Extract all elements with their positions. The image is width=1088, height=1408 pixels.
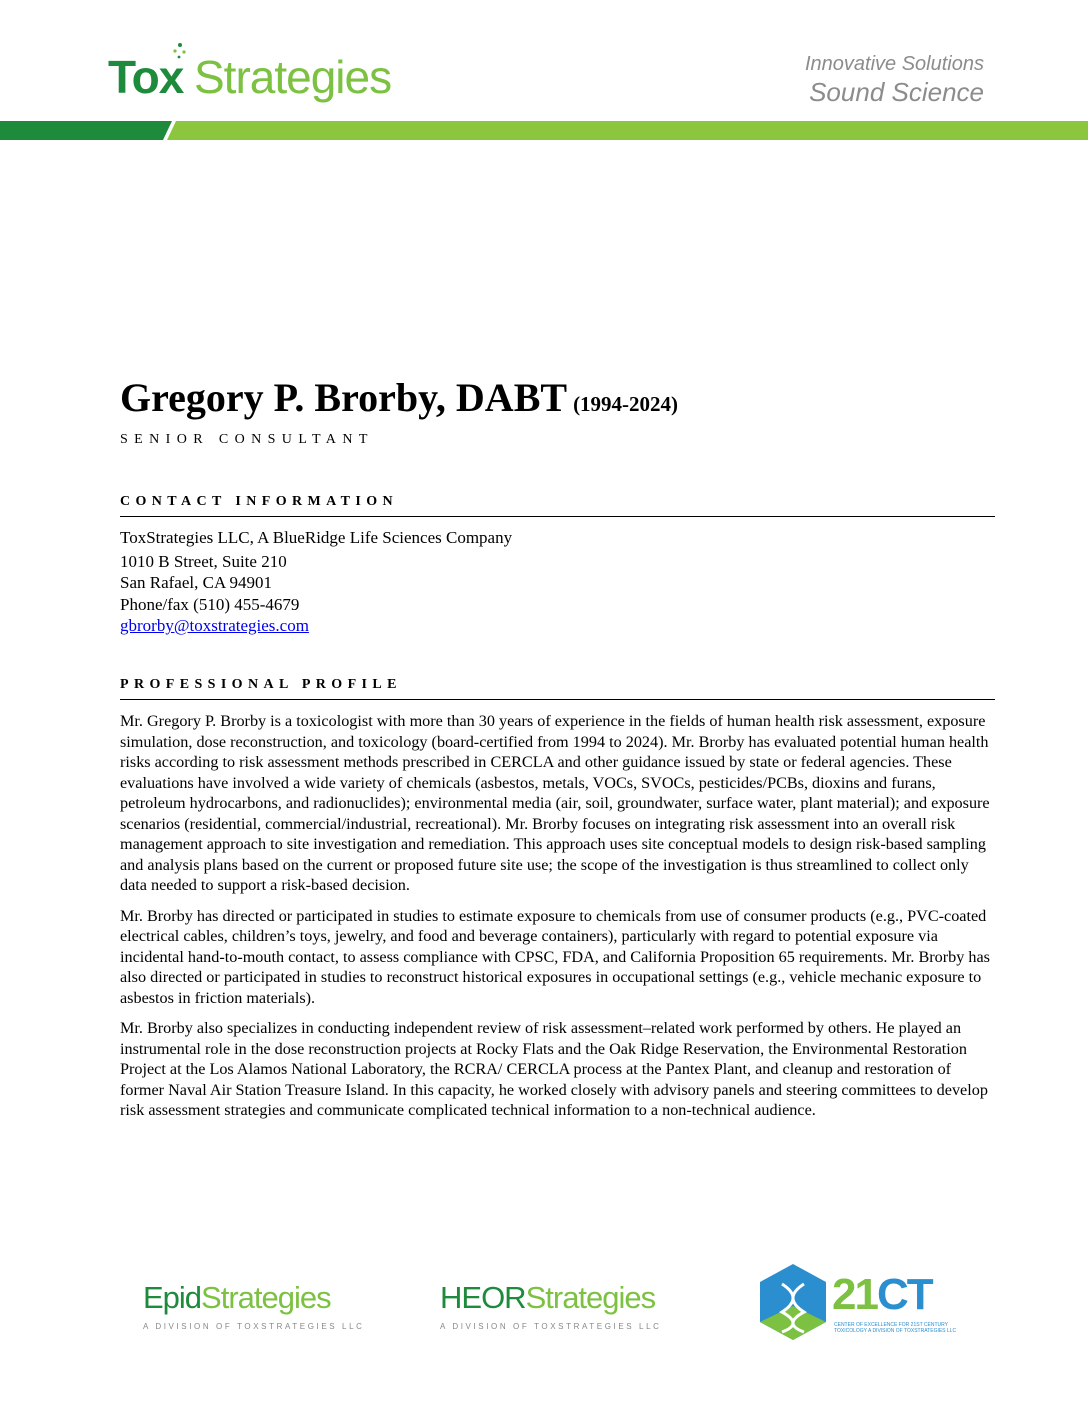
profile-heading: PROFESSIONAL PROFILE (120, 677, 995, 700)
header-banner (0, 121, 1088, 140)
21ct-wordmark (832, 1270, 932, 1320)
contact-email-link[interactable]: gbrorby@toxstrategies.com (120, 616, 309, 635)
contact-company: ToxStrategies LLC, A BlueRidge Life Sciences Company (120, 528, 513, 547)
logo-text-tox: Tox (108, 51, 184, 103)
tagline (805, 52, 984, 108)
hexagon-dna-icon (758, 1262, 828, 1342)
epidstrategies-logo (143, 1280, 365, 1331)
tagline-line2: Sound Science (809, 77, 984, 107)
21ct-text-21: 21 (832, 1270, 877, 1319)
heorstrategies-logo (440, 1280, 662, 1331)
epid-text-part2: Strategies (201, 1280, 331, 1315)
person-title: SENIOR CONSULTANT (120, 432, 374, 447)
heor-text-part1: HEOR (440, 1280, 526, 1315)
contact-phone: Phone/fax (510) 455-4679 (120, 594, 300, 614)
profile-paragraph: Mr. Brorby also specializes in conducting independent review of risk assessment–related work performed by others. He played an instrumental role in the dose reconstruction projects at Rocky Flats and the Oak Ridge Reservation, the Environmental Restoration Project at the Los Alamos National Laboratory, the RCRA/ CERCLA process at the Pantex Plant, and cleanup and restoration of former Naval Air Station Treasure Island. In this capacity, he worked closely with advisory panels and steering committees to develop risk assessment strategies and communicate complicated technical information to a non-technical audience. (120, 1019, 988, 1119)
tagline-line1: Innovative Solutions (804, 53, 984, 75)
heor-text-part2: Strategies (525, 1280, 656, 1315)
epid-text-part1: Epid (143, 1280, 202, 1315)
profile-paragraph: Mr. Gregory P. Brorby is a toxicologist with more than 30 years of experience in the fields of human health risk assessment, exposure simulation, dose reconstruction, and toxicology (board-certified from 1994 to 2024). Mr. Brorby has evaluated potential human health risks according to risk assessment methods prescribed in CERCLA and other guidance issued by state or federal agencies. These evaluations have involved a wide variety of chemicals (asbestos, metals, VOCs, SVOCs, pesticides/PCBs, dioxins and furans, petroleum hydrocarbons, and radionuclides); environmental media (air, soil, groundwater, surface water, plant material); and exposure scenarios (residential, commercial/industrial, recreational). Mr. Brorby focuses on integrating risk assessment into an overall risk management approach to site investigation and remediation. This approach uses site conceptual models to design risk-based sampling and analysis plans based on the current or proposed future site use; the scope of the investigation is thus streamlined to collect only data needed to support a risk-based decision. (120, 712, 990, 894)
21ct-logo (758, 1262, 958, 1342)
logo-text-strategies: Strategies (194, 51, 392, 103)
epid-subtitle: A DIVISION OF TOXSTRATEGIES LLC (143, 1322, 365, 1331)
contact-address2: San Rafael, CA 94901 (120, 573, 273, 592)
person-name: Gregory P. Brorby, DABT (120, 375, 568, 420)
21ct-text-ct: CT (876, 1270, 932, 1319)
profile-body (120, 711, 995, 1131)
21ct-subtitle: CENTER OF EXCELLENCE FOR 21ST CENTURY TOXICOLOGY A DIVISION OF TOXSTRATEGIES LLC (834, 1322, 957, 1334)
profile-paragraph: Mr. Brorby has directed or participated in studies to estimate exposure to chemicals from use of consumer products (e.g., PVC-coated electrical cables, children’s toys, jewelry, and food and beverage containers), particularly with regard to potential exposure via incidental hand-to-mouth contact, to assess compliance with CPSC, FDA, and California Proposition 65 requirements. Mr. Brorby has also directed or participated in studies to reconstruct historical exposures in occupational settings (e.g., vehicle mechanic exposure to asbestos in friction materials). (120, 906, 990, 1007)
person-years: (1994-2024) (573, 392, 679, 416)
contact-block (120, 527, 512, 637)
heor-subtitle: A DIVISION OF TOXSTRATEGIES LLC (440, 1322, 662, 1331)
contact-address1: 1010 B Street, Suite 210 (120, 551, 287, 571)
contact-heading: CONTACT INFORMATION (120, 494, 995, 517)
name-heading (120, 374, 678, 421)
